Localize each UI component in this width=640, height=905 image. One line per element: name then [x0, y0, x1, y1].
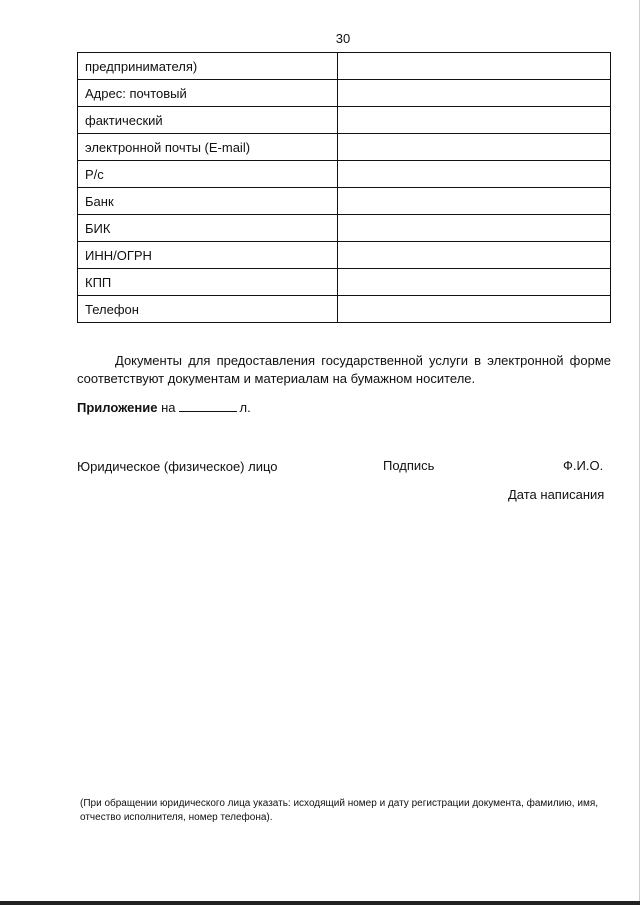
table-row [78, 242, 611, 269]
row-value [338, 161, 611, 188]
scan-bottom-edge [0, 901, 640, 905]
signature-label: Подпись [383, 458, 435, 473]
table-row [78, 134, 611, 161]
row-label: Адрес: почтовый [78, 80, 338, 107]
row-label: ИНН/ОГРН [78, 242, 338, 269]
table-row [78, 296, 611, 323]
page-number: 30 [335, 31, 351, 46]
legal-person-label: Юридическое (физическое) лицо [77, 459, 278, 474]
row-value [338, 107, 611, 134]
conformity-statement: Документы для предоставления государственной услуги в электронной форме соответствуют документам и материалам на бумажном носителе. [77, 353, 611, 386]
row-value [338, 188, 611, 215]
attachment-label: Приложение [77, 400, 158, 415]
date-label: Дата написания [508, 487, 605, 502]
row-value [338, 215, 611, 242]
row-label: БИК [78, 215, 338, 242]
row-label: Банк [78, 188, 338, 215]
table-row [78, 269, 611, 296]
page-count-blank [179, 400, 237, 412]
row-value [338, 242, 611, 269]
row-value [338, 296, 611, 323]
row-value [338, 269, 611, 296]
row-label: предпринимателя) [78, 53, 338, 80]
row-label: фактический [78, 107, 338, 134]
table-row [78, 80, 611, 107]
requisites-table [77, 52, 611, 323]
row-label: КПП [78, 269, 338, 296]
footnote: (При обращении юридического лица указать: исходящий номер и дату регистрации документа, фамилию, имя, отчество исполнителя, номер телефона). [80, 798, 599, 823]
row-label: электронной почты (E-mail) [78, 134, 338, 161]
attachment-prefix: на [161, 400, 176, 415]
attachment-suffix: л. [239, 400, 251, 415]
table-row [78, 161, 611, 188]
row-label: Р/с [78, 161, 338, 188]
full-name-label: Ф.И.О. [563, 458, 604, 473]
row-value [338, 134, 611, 161]
row-label: Телефон [78, 296, 338, 323]
table-row [78, 107, 611, 134]
table-row [78, 188, 611, 215]
table-row [78, 53, 611, 80]
row-value [338, 80, 611, 107]
row-value [338, 53, 611, 80]
table-row [78, 215, 611, 242]
attachment-line [77, 400, 251, 415]
